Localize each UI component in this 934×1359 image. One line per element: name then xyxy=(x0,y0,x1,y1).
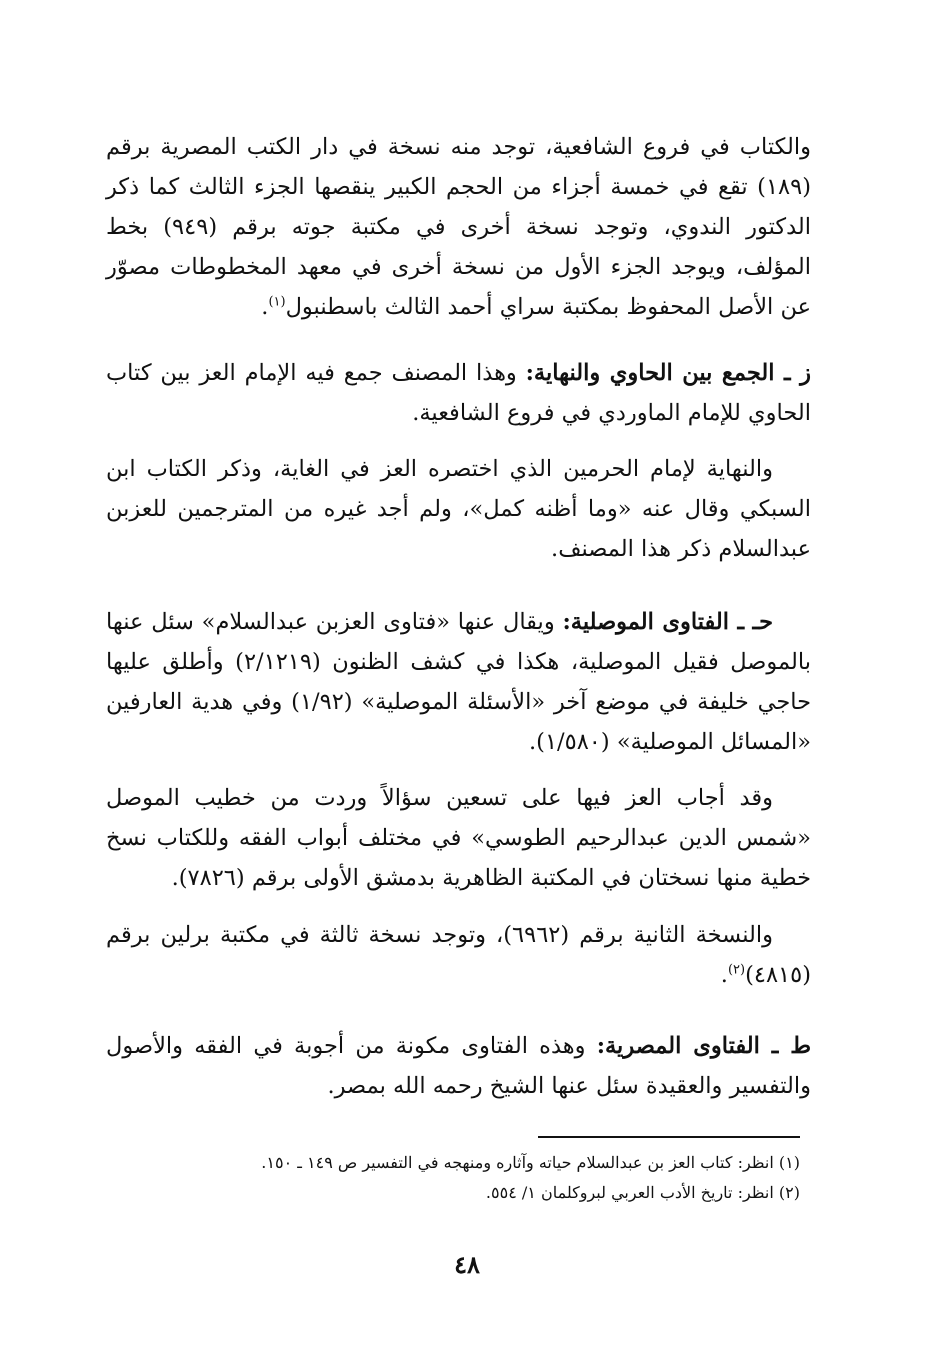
paragraph-5 xyxy=(106,778,811,898)
paragraph-4 xyxy=(106,602,811,762)
paragraph-7-text: وهذه الفتاوى مكونة من أجوبة في الفقه والأصول والتفسير والعقيدة سئل عنها الشيخ رحمه الله بمصر. xyxy=(106,1033,811,1099)
paragraph-2 xyxy=(106,353,811,433)
paragraph-4-text: ويقال عنها «فتاوى العزبن عبدالسلام» سئل عنها بالموصل فقيل الموصلية، هكذا في كشف الظنون (٢/١٢١٩) وأطلق عليها حاجي خليفة في موضع آخر «الأسئلة الموصلية» (١/٩٢) وفي هدية العارفين «المسائل الموصلية» (١/٥٨٠). xyxy=(106,609,811,755)
section-heading-zay: ز ـ الجمع بين الحاوي والنهاية: xyxy=(525,360,811,386)
footnote-ref-1: (١) xyxy=(268,294,286,310)
paragraph-7 xyxy=(106,1026,811,1106)
paragraph-6-end: . xyxy=(720,962,728,988)
paragraph-5-text: وقد أجاب العز فيها على تسعين سؤالاً وردت من خطيب الموصل «شمس الدين عبدالرحيم الطوسي» في مختلف أبواب الفقه وللكتاب نسخ خطية منها نسختان في المكتبة الظاهرية بدمشق الأولى برقم (٧٨٢٦). xyxy=(106,785,811,891)
paragraph-3 xyxy=(106,449,811,569)
paragraph-2-text: وهذا المصنف جمع فيه الإمام العز بين كتاب الحاوي للإمام الماوردي في فروع الشافعية. xyxy=(106,360,811,426)
footnote-2: (٢) انظر: تاريخ الأدب العربي لبروكلمان ١/ ٥٥٤. xyxy=(485,1183,800,1202)
paragraph-6 xyxy=(106,915,811,995)
paragraph-1-text: والكتاب في فروع الشافعية، توجد منه نسخة في دار الكتب المصرية برقم (١٨٩) تقع في خمسة أجزاء من الحجم الكبير ينقصها الجزء الثالث كما ذكر الدكتور الندوي، وتوجد نسخة أخرى في مكتبة جوته برقم (٩٤٩) بخط المؤلف، ويوجد الجزء الأول من نسخة أخرى في معهد المخطوطات مصوّر عن الأصل المحفوظ بمكتبة سراي أحمد الثالث باسطنبول xyxy=(106,134,811,320)
section-heading-ta: ط ـ الفتاوى المصرية: xyxy=(596,1033,811,1059)
page-number: ٤٨ xyxy=(454,1250,480,1279)
paragraph-6-text: والنسخة الثانية برقم (٦٩٦٢)، وتوجد نسخة ثالثة في مكتبة برلين برقم (٤٨١٥) xyxy=(106,922,811,988)
paragraph-3-text: والنهاية لإمام الحرمين الذي اختصره العز في الغاية، وذكر الكتاب ابن السبكي وقال عنه «وما أظنه كمل»، ولم أجد غيره من المترجمين للعزبن عبدالسلام ذكر هذا المصنف. xyxy=(106,456,811,562)
footnote-divider xyxy=(538,1136,800,1138)
paragraph-1-end: . xyxy=(261,294,269,320)
footnote-1: (١) انظر: كتاب العز بن عبدالسلام حياته وآثاره ومنهجه في التفسير ص ١٤٩ ـ ١٥٠. xyxy=(261,1153,800,1172)
footnote-ref-2: (٢) xyxy=(727,962,746,978)
footnotes xyxy=(170,1148,800,1208)
section-heading-ha: حـ ـ الفتاوى الموصلية: xyxy=(562,609,774,635)
paragraph-1 xyxy=(106,127,811,327)
